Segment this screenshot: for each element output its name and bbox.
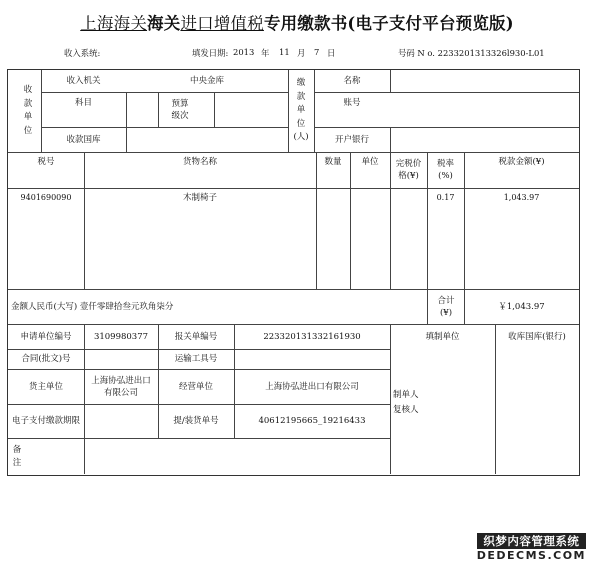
item-goods: 木制椅子 bbox=[182, 193, 217, 203]
receiver-section-label: 收款单位 bbox=[23, 85, 33, 136]
payer-account-label: 账号 bbox=[343, 98, 361, 108]
date-day: 7 bbox=[314, 47, 320, 57]
watermark-line1: 织梦内容管理系统 bbox=[477, 533, 586, 549]
col-header-amount: 税款金额(¥) bbox=[498, 157, 545, 167]
payer-bank-label: 开户银行 bbox=[334, 134, 369, 145]
col-header-goods: 货物名称 bbox=[182, 157, 217, 167]
col-header-tax-no: 税号 bbox=[37, 157, 55, 167]
item-quantity bbox=[316, 191, 350, 205]
receiving-bank-label: 收库国库(银行) bbox=[508, 331, 566, 342]
bl-label: 提/装货单号 bbox=[173, 416, 219, 426]
applicant-no-value: 3109980377 bbox=[93, 331, 149, 342]
bl-value: 40612195665_19216433 bbox=[258, 416, 366, 426]
col-header-price: 完税价格(¥) bbox=[395, 159, 422, 181]
col-header-quantity: 数量 bbox=[324, 157, 342, 167]
title-form-name: 专用缴款书(电子支付平台预览版) bbox=[263, 14, 514, 33]
operator-value: 上海协弘进出口有限公司 bbox=[265, 381, 359, 392]
transport-label: 运输工具号 bbox=[174, 354, 218, 364]
date-year-unit: 年 bbox=[261, 48, 270, 58]
treasury-label: 收款国库 bbox=[66, 134, 101, 145]
title-customs: 海关 bbox=[147, 14, 181, 33]
preparer-label: 制单人 bbox=[393, 390, 419, 400]
system-label: 收入系统: bbox=[64, 48, 101, 58]
item-tax-no: 9401690090 bbox=[20, 193, 72, 202]
item-amount: 1,043.97 bbox=[503, 193, 540, 202]
date-label: 填发日期: bbox=[192, 48, 229, 58]
consignee-label: 货主单位 bbox=[28, 381, 63, 392]
declaration-no-label: 报关单编号 bbox=[174, 331, 218, 342]
payer-name-label: 名称 bbox=[343, 76, 361, 86]
date-month-unit: 月 bbox=[297, 48, 306, 58]
col-header-rate: 税率(%) bbox=[436, 159, 454, 181]
operator-label: 经营单位 bbox=[178, 381, 213, 392]
date-year: 2013 bbox=[233, 47, 255, 57]
declaration-no-value: 223320131332161930 bbox=[263, 331, 361, 342]
issuer-label: 填制单位 bbox=[425, 331, 460, 342]
serial-number: 号码 N o. 2233201313326l930-L01 bbox=[398, 48, 545, 58]
col-header-unit: 单位 bbox=[361, 157, 379, 167]
document-title bbox=[0, 10, 594, 34]
subject-label: 科目 bbox=[74, 98, 92, 108]
date-day-unit: 日 bbox=[327, 48, 336, 58]
budget-level-label: 预算级次 bbox=[171, 98, 189, 121]
agency-label: 收入机关 bbox=[66, 76, 101, 86]
title-customs-office: 上海海关 bbox=[80, 14, 148, 33]
applicant-no-label: 申请单位编号 bbox=[20, 331, 72, 342]
item-price bbox=[390, 191, 427, 205]
item-unit bbox=[350, 191, 390, 205]
reviewer-label: 复核人 bbox=[393, 405, 419, 415]
total-value: ￥1,043.97 bbox=[498, 301, 545, 312]
payment-deadline-label: 电子支付缴款期限 bbox=[11, 416, 80, 426]
contract-label: 合同(批文)号 bbox=[21, 354, 71, 364]
date-month: 11 bbox=[279, 47, 290, 57]
remarks-label: 备注 bbox=[12, 444, 22, 468]
agency-value: 中央金库 bbox=[189, 76, 224, 86]
total-label: 合计(¥) bbox=[437, 295, 455, 318]
consignee-value: 上海协弘进出口有限公司 bbox=[91, 375, 151, 398]
title-tax-type: 进口增值税 bbox=[180, 14, 264, 33]
payer-section-label: 缴款单位(人) bbox=[293, 78, 309, 143]
watermark bbox=[477, 533, 586, 562]
item-rate: 0.17 bbox=[436, 193, 455, 202]
payment-form-table bbox=[7, 69, 580, 476]
total-amount-words: 金额人民币(大写) 壹仟零肆拾叁元玖角柒分 bbox=[11, 301, 174, 312]
watermark-line2: DEDECMS.COM bbox=[476, 549, 586, 562]
